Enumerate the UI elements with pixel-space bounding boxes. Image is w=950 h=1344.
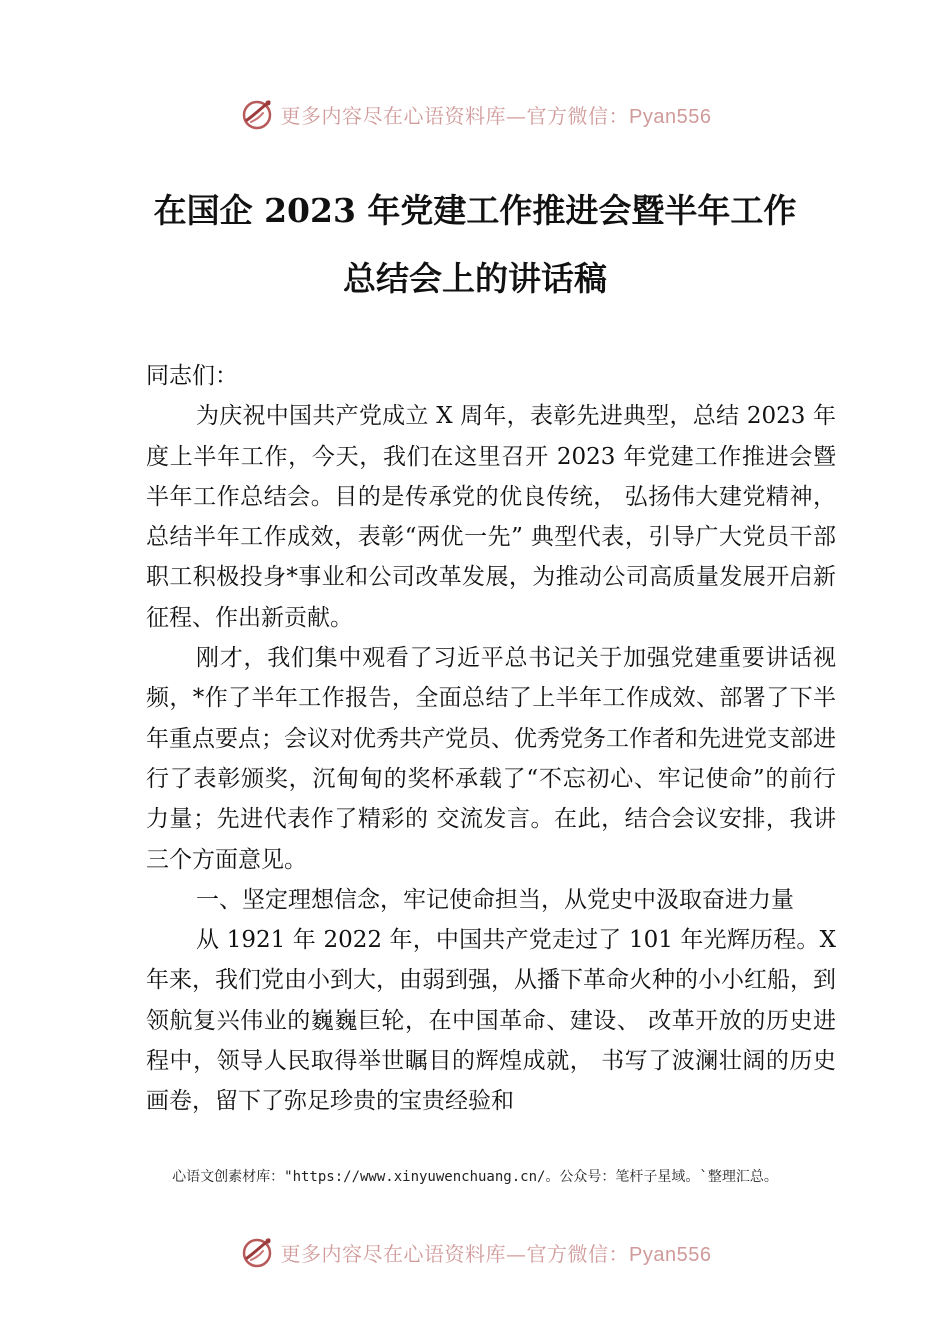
footer-source-note: 心语文创素材库："https://www.xinyuwenchuang.cn/。公众号：笔杆子星域。`整理汇总。 <box>172 1169 778 1185</box>
watermark-label: 更多内容尽在心语资料库—官方微信： <box>280 103 630 128</box>
watermark-banner-bottom <box>0 1232 950 1272</box>
watermark-wechat-id: Pyan556 <box>629 1243 712 1266</box>
watermark-banner-top <box>0 94 950 134</box>
brush-logo-icon <box>239 1234 275 1270</box>
paragraph: 从 1921 年 2022 年，中国共产党走过了 101 年光辉历程。X 年来，我们党由小到大，由弱到强，从播下革命火种的小小红船，到领航复兴伟业的巍巍巨轮，在中国革命、建设、 改革开放的历史进程中，领导人民取得举世瞩目的辉煌成就， 书写了波澜壮阔的历史画卷，留下了弥足珍贵的宝贵经验和 <box>146 927 836 1115</box>
brush-logo-icon <box>239 96 275 132</box>
paragraph: 为庆祝中国共产党成立 X 周年，表彰先进典型，总结 2023 年度上半年工作，今天，我们在这里召开 2023 年党建工作推进会暨半年工作总结会。目的是传承党的优良传统， 弘扬伟大建党精神，总结半年工作成效，表彰“两优一先” 典型代表，引导广大党员干部职工积极投身*事业和公司改革发展，为推动公司高质量发展开启新征程、作出新贡献。 <box>146 403 836 631</box>
watermark-wechat-id: Pyan556 <box>629 105 712 128</box>
paragraph: 刚才，我们集中观看了习近平总书记关于加强党建重要讲话视频，*作了半年工作报告，全面总结了上半年工作成效、部署了下半年重点要点；会议对优秀共产党员、优秀党务工作者和先进党支部进行了表彰颁奖，沉甸甸的奖杯承载了“不忘初心、牢记使命”的前行力量；先进代表作了精彩的 交流发言。在此，结合会议安排，我讲三个方面意见。 <box>146 645 836 873</box>
salutation: 同志们： <box>146 363 238 389</box>
document-body <box>146 356 836 1122</box>
watermark-text <box>281 1238 712 1267</box>
watermark-label: 更多内容尽在心语资料库—官方微信： <box>280 1241 630 1266</box>
watermark-text <box>281 100 712 129</box>
section-heading: 一、坚定理想信念，牢记使命担当，从党史中汲取奋进力量 <box>196 886 794 913</box>
document-title-line-1: 在国企 2023 年党建工作推进会暨半年工作 <box>153 191 797 230</box>
document-title-line-2: 总结会上的讲话稿 <box>343 259 607 298</box>
